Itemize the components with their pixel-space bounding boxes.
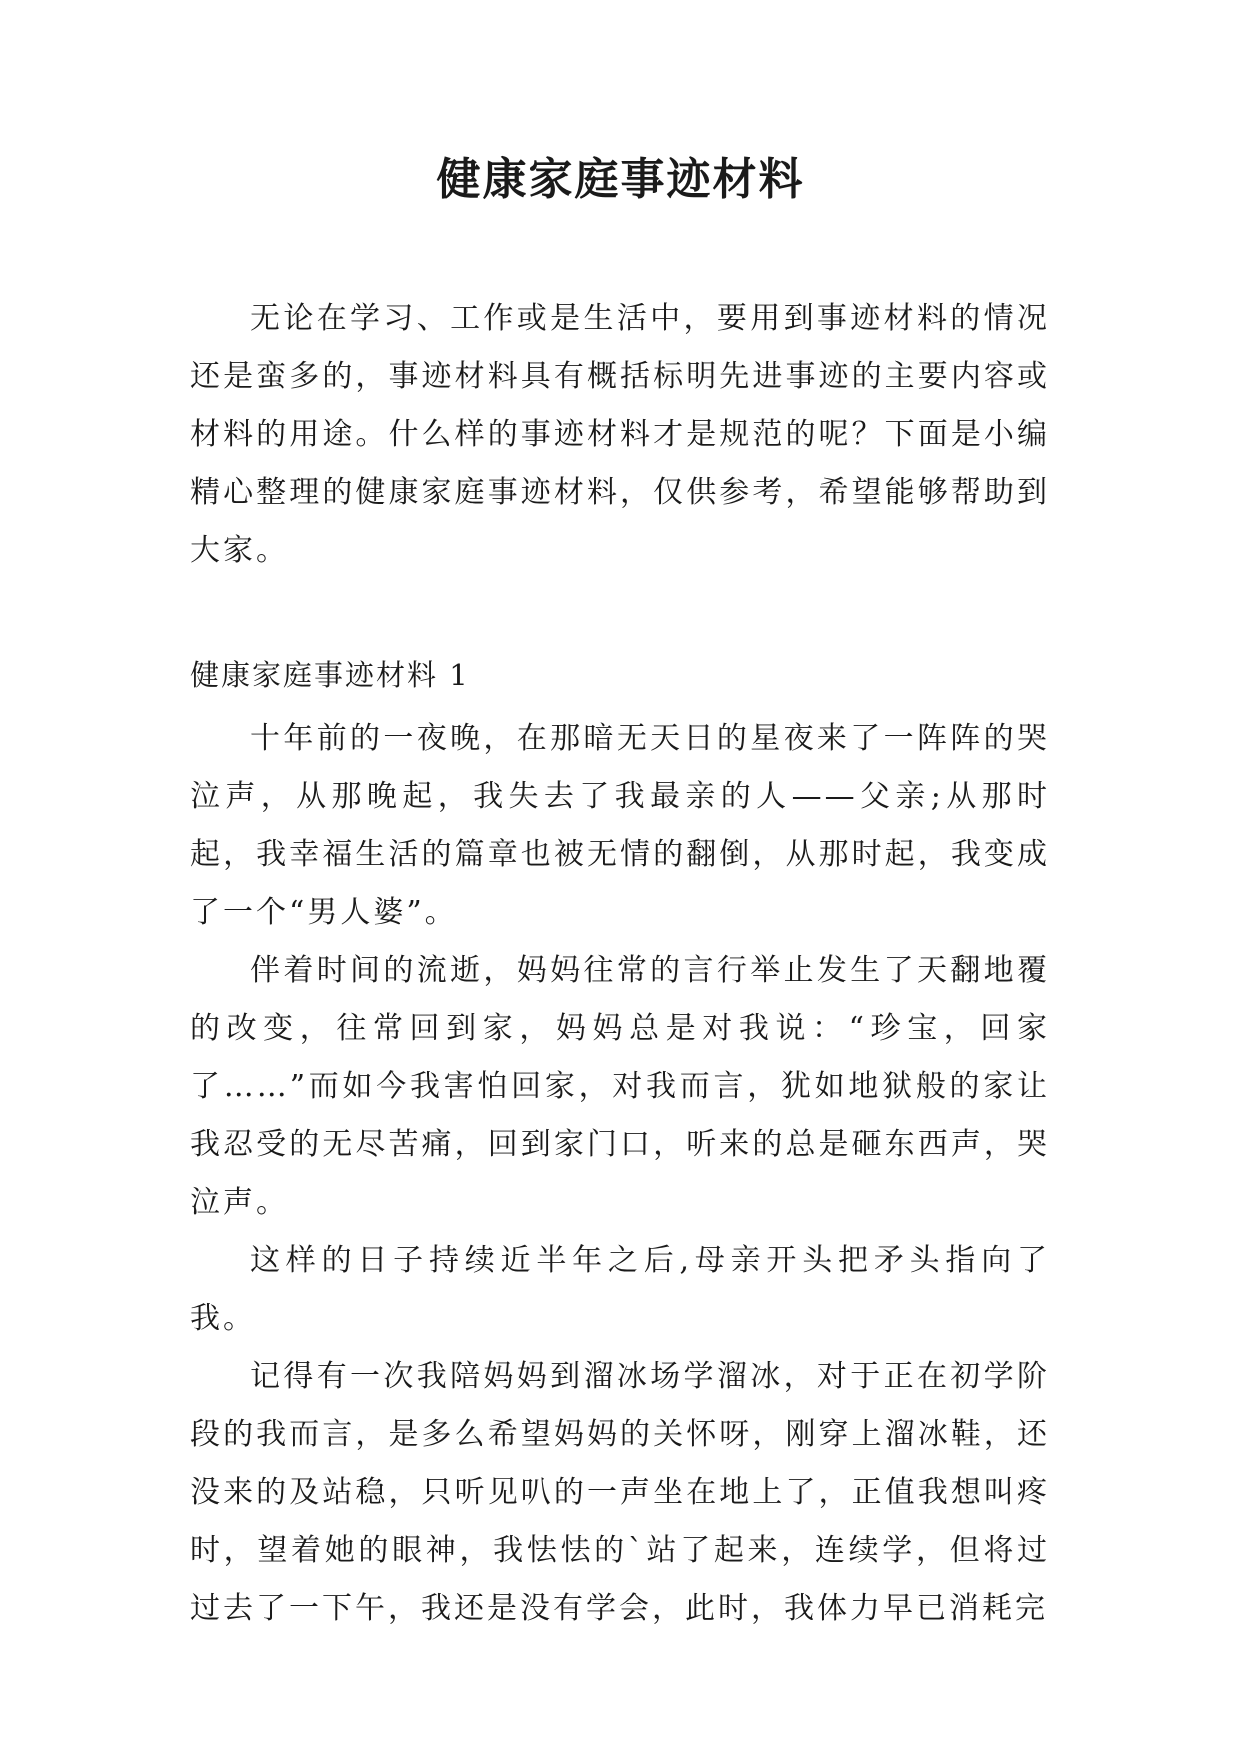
body-paragraph: 伴着时间的流逝，妈妈往常的言行举止发生了天翻地覆的改变，往常回到家，妈妈总是对我说：“珍宝，回家了……”而如今我害怕回家，对我而言，犹如地狱般的家让我忍受的无尽苦痛，回到家门口，听来的总是砸东西声，哭泣声。	[190, 953, 1050, 1220]
body-paragraph: 这样的日子持续近半年之后,母亲开头把矛头指向了我。	[190, 1243, 1050, 1336]
document-body	[190, 290, 1050, 1638]
section-heading: 健康家庭事迹材料 1	[190, 658, 470, 692]
body-paragraph: 十年前的一夜晚，在那暗无天日的星夜来了一阵阵的哭泣声，从那晚起，我失去了我最亲的人——父亲;从那时起，我幸福生活的篇章也被无情的翻倒，从那时起，我变成了一个“男人婆”。	[190, 721, 1050, 930]
document-title: 健康家庭事迹材料	[436, 154, 805, 205]
intro-paragraph: 无论在学习、工作或是生活中，要用到事迹材料的情况还是蛮多的，事迹材料具有概括标明先进事迹的主要内容或材料的用途。什么样的事迹材料才是规范的呢？下面是小编精心整理的健康家庭事迹材料，仅供参考，希望能够帮助到大家。	[190, 301, 1050, 568]
body-paragraph: 记得有一次我陪妈妈到溜冰场学溜冰，对于正在初学阶段的我而言，是多么希望妈妈的关怀呀，刚穿上溜冰鞋，还没来的及站稳，只听见叭的一声坐在地上了，正值我想叫疼时，望着她的眼神，我怯怯的`站了起来，连续学，但将过过去了一下午，我还是没有学会，此时，我体力早已消耗完	[190, 1359, 1050, 1626]
